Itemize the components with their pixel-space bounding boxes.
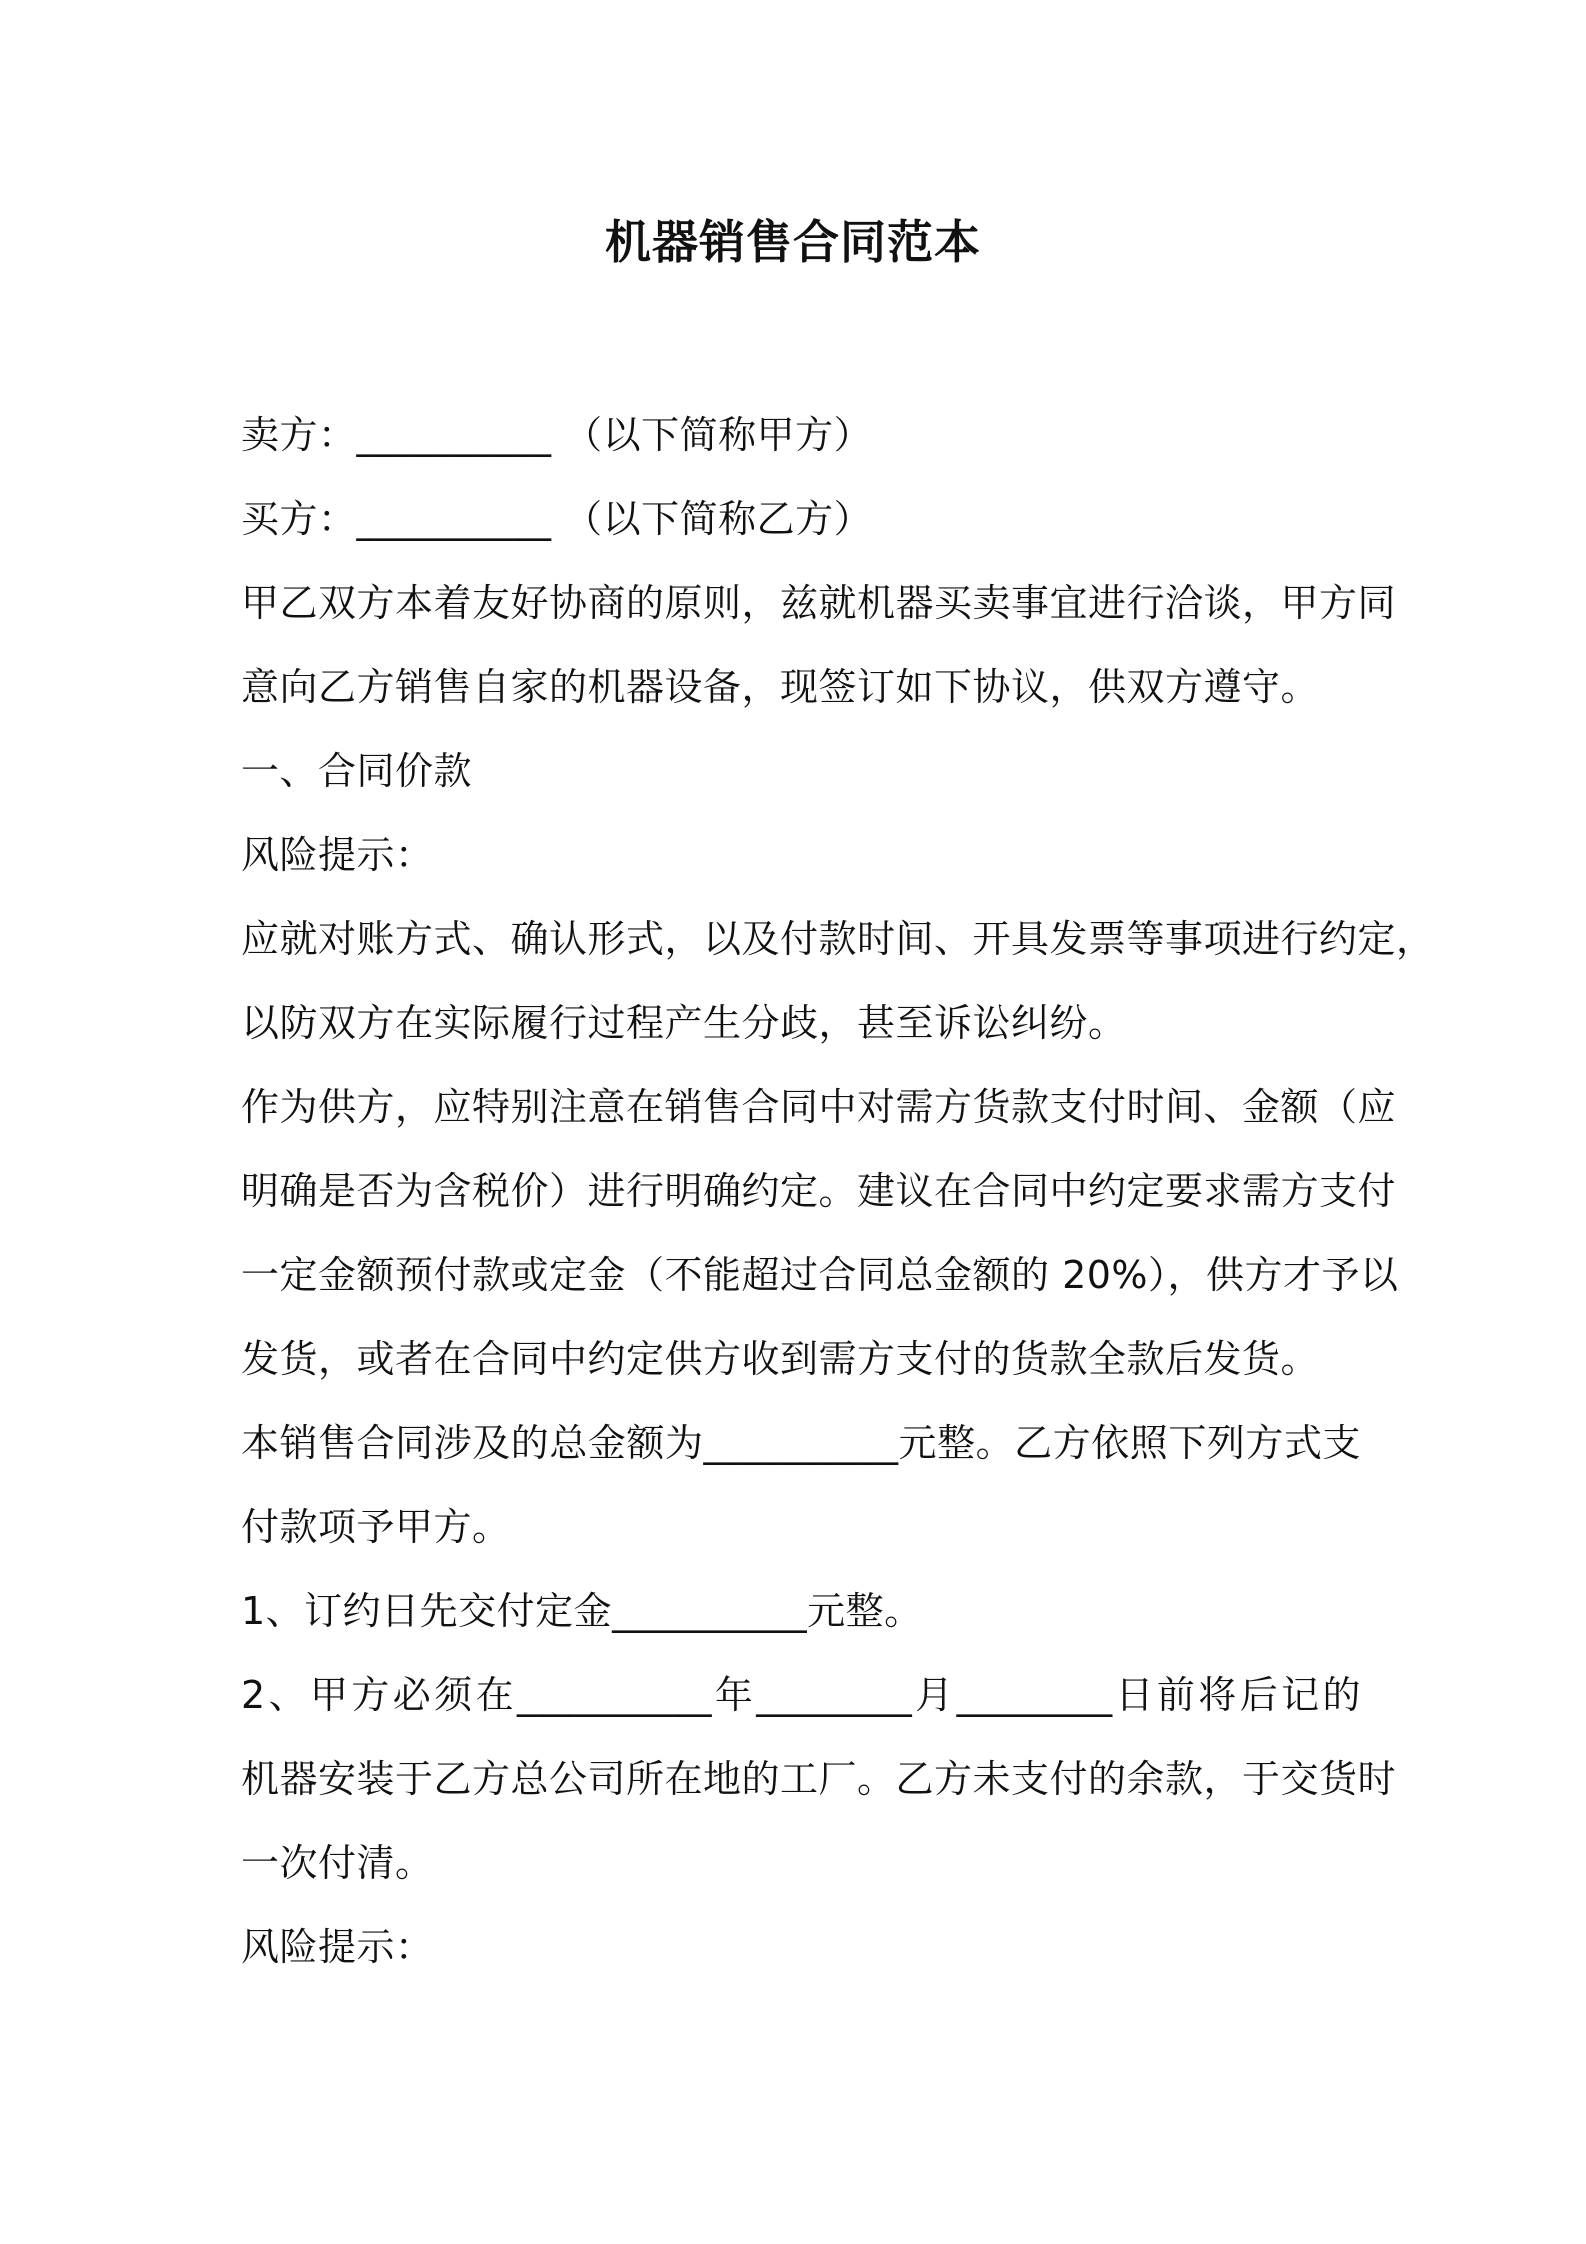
clause-2-line-1: 2、甲方必须在__________年________月________日前将后记的 <box>241 1673 1361 1717</box>
risk-notice-label-1: 风险提示： <box>241 833 434 877</box>
seller-line: 卖方：__________ （以下简称甲方） <box>241 413 873 457</box>
supplier-note-line-3: 一定金额预付款或定金（不能超过合同总金额的 20%），供方才予以 <box>241 1253 1399 1297</box>
supplier-note-line-1: 作为供方，应特别注意在销售合同中对需方货款支付时间、金额（应 <box>241 1085 1397 1129</box>
total-amount-line-1: 本销售合同涉及的总金额为__________元整。乙方依照下列方式支 <box>241 1421 1361 1465</box>
buyer-line: 买方：__________ （以下简称乙方） <box>241 497 873 541</box>
document-title: 机器销售合同范本 <box>605 215 981 269</box>
clause-2-line-2: 机器安装于乙方总公司所在地的工厂。乙方未支付的余款，于交货时 <box>241 1757 1397 1801</box>
risk-text-line-1: 应就对账方式、确认形式，以及付款时间、开具发票等事项进行约定， <box>241 917 1435 961</box>
risk-notice-label-2: 风险提示： <box>241 1925 434 1969</box>
supplier-note-line-2: 明确是否为含税价）进行明确约定。建议在合同中约定要求需方支付 <box>241 1169 1397 1213</box>
total-amount-line-2: 付款项予甲方。 <box>241 1505 511 1549</box>
intro-line-1: 甲乙双方本着友好协商的原则，兹就机器买卖事宜进行洽谈，甲方同 <box>241 581 1397 625</box>
risk-text-line-2: 以防双方在实际履行过程产生分歧，甚至诉讼纠纷。 <box>241 1001 1127 1045</box>
section-heading-price: 一、合同价款 <box>241 749 473 793</box>
supplier-note-line-4: 发货，或者在合同中约定供方收到需方支付的货款全款后发货。 <box>241 1337 1320 1381</box>
clause-2-line-3: 一次付清。 <box>241 1841 434 1885</box>
clause-1-line: 1、订约日先交付定金__________元整。 <box>241 1589 923 1633</box>
intro-line-2: 意向乙方销售自家的机器设备，现签订如下协议，供双方遵守。 <box>241 665 1320 709</box>
